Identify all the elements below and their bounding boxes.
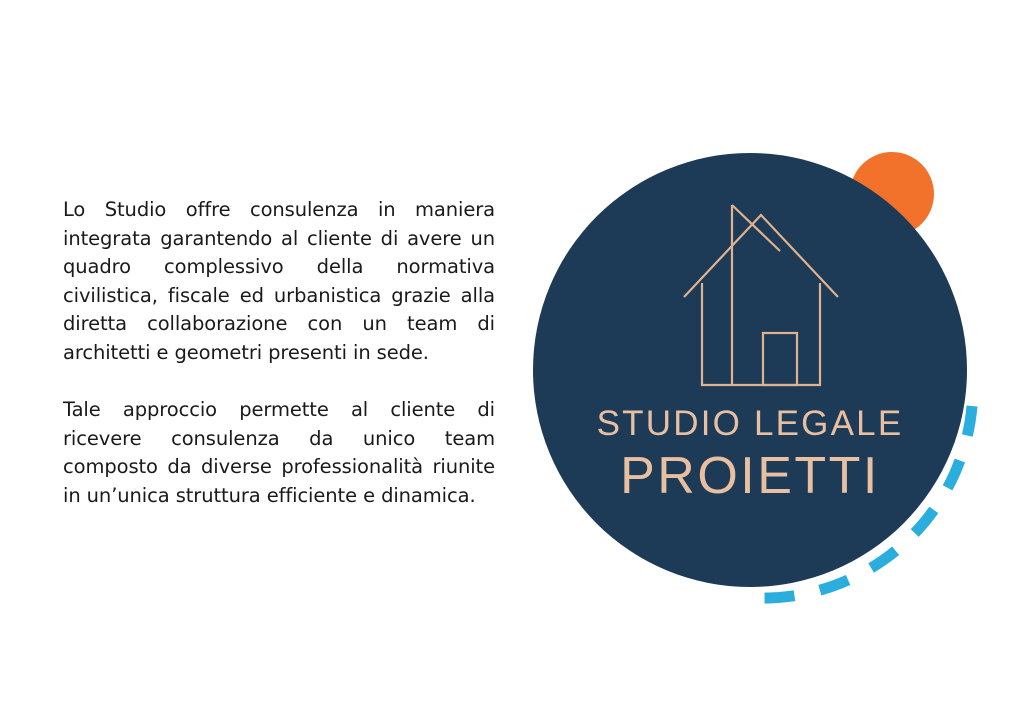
house-outline-icon [670, 175, 840, 410]
studio-logo [520, 140, 980, 610]
body-text-column [63, 196, 495, 510]
logo-line-proietti: PROIETTI [620, 447, 880, 505]
logo-line-studio-legale: STUDIO LEGALE [596, 404, 904, 443]
paragraph-approach: Tale approccio permette al cliente di ricevere consulenza da unico team composto da diverse professionalità riunite in un’unica struttura efficiente e dinamica. [63, 398, 495, 507]
paragraph-intro: Lo Studio offre consulenza in maniera integrata garantendo al cliente di avere un quadro complessivo della normativa civilistica, fiscale ed urbanistica grazie alla diretta collaborazione con un team di architetti e geometri presenti in sede. [63, 198, 495, 364]
logo-wordmark [533, 403, 967, 505]
